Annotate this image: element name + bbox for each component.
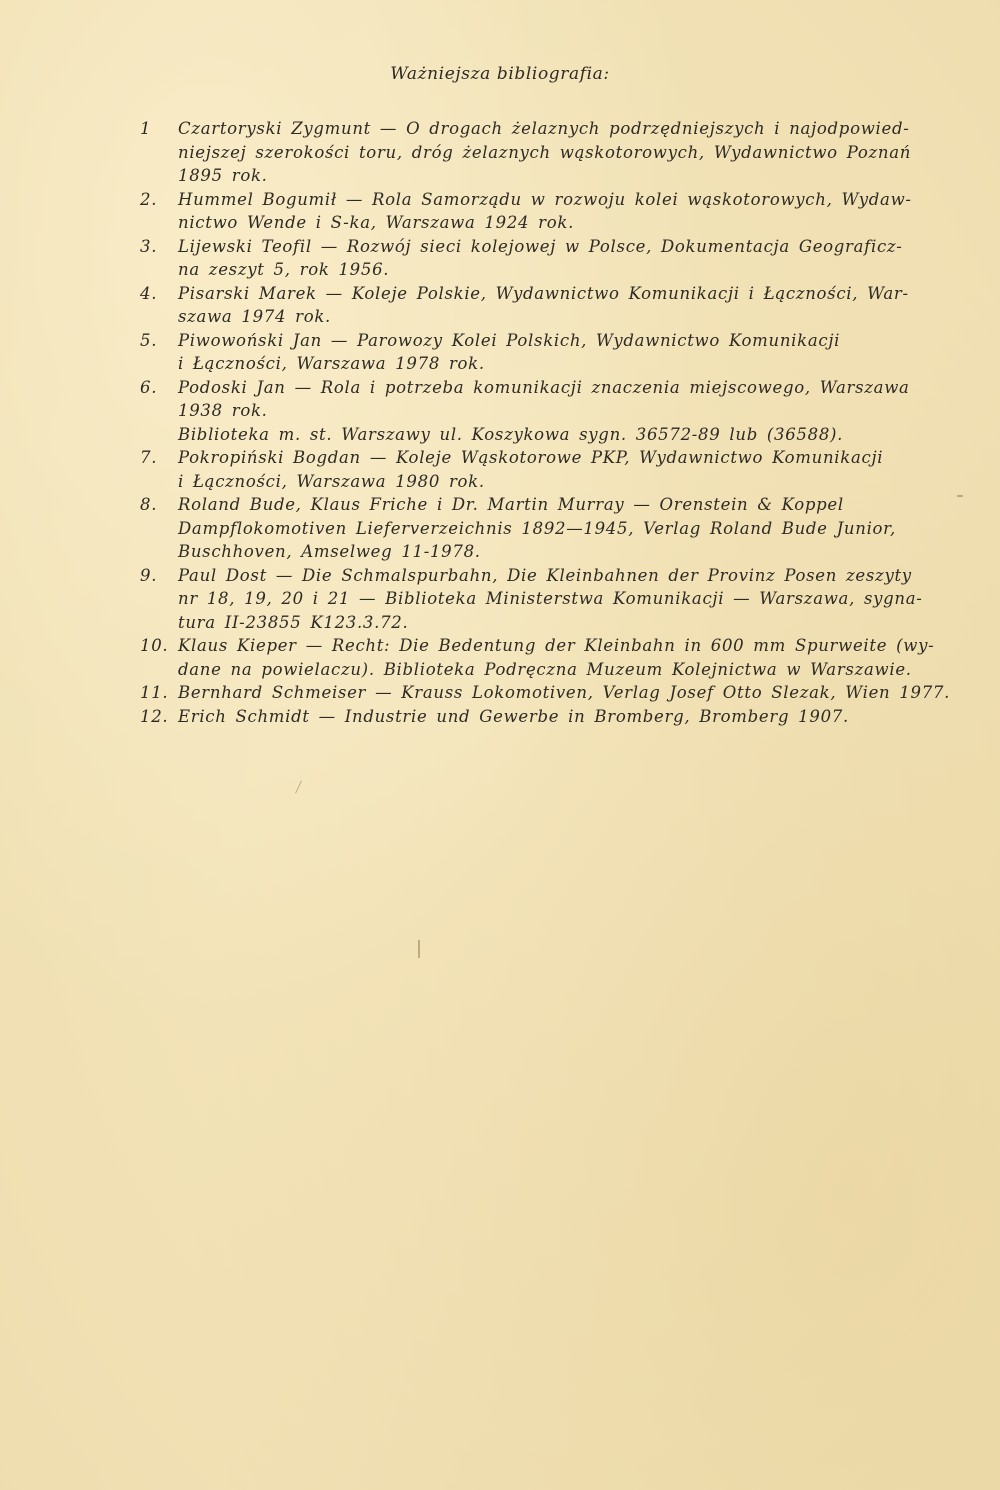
bibliography-entry bbox=[140, 564, 960, 635]
entry-text-line: Pokropiński Bogdan — Koleje Wąskotorowe PKP, Wydawnictwo Komunikacji bbox=[178, 448, 884, 467]
bibliography-entry bbox=[140, 446, 960, 493]
entry-number: 6. bbox=[140, 377, 158, 397]
entry-number: 9. bbox=[140, 565, 158, 585]
entry-text-line: niejszej szerokości toru, dróg żelaznych wąskotorowych, Wydawnictwo Poznań bbox=[178, 142, 912, 162]
page-heading: Ważniejsza bibliografia: bbox=[390, 64, 610, 84]
entry-text-line: Biblioteka m. st. Warszawy ul. Koszykowa sygn. 36572-89 lub (36588). bbox=[178, 424, 844, 444]
entry-text-line: Czartoryski Zygmunt — O drogach żelaznych podrzędniejszych i najodpowied- bbox=[178, 119, 910, 138]
entry-number: 10. bbox=[140, 636, 169, 655]
entry-text-line: szawa 1974 rok. bbox=[178, 307, 332, 326]
entry-number: 11. bbox=[140, 683, 169, 702]
entry-text-line: Dampflokomotiven Lieferverzeichnis 1892—1945, Verlag Roland Bude Junior, bbox=[178, 518, 896, 538]
entry-text-line: Roland Bude, Klaus Friche i Dr. Martin Murray — Orenstein & Koppel bbox=[178, 495, 844, 514]
entry-number: 5. bbox=[140, 330, 158, 350]
entry-text-line: Paul Dost — Die Schmalspurbahn, Die Kleinbahnen der Provinz Posen zeszyty bbox=[178, 565, 912, 585]
entry-text-line: tura II-23855 K123.3.72. bbox=[178, 612, 409, 632]
paper-mark bbox=[957, 495, 963, 497]
entry-number: 4. bbox=[140, 283, 158, 303]
entry-number: 3. bbox=[140, 236, 158, 256]
entry-text-line: 1895 rok. bbox=[178, 166, 268, 185]
entry-text-line: Piwowoński Jan — Parowozy Kolei Polskich, Wydawnictwo Komunikacji bbox=[178, 330, 841, 350]
bibliography-entry bbox=[140, 117, 960, 188]
paper-mark bbox=[295, 780, 302, 793]
entry-text-line: Buschhoven, Amselweg 11-1978. bbox=[178, 542, 481, 561]
bibliography-entry bbox=[140, 376, 960, 447]
entry-text-line: nictwo Wende i S-ka, Warszawa 1924 rok. bbox=[178, 213, 575, 232]
entry-number: 1 bbox=[140, 119, 152, 138]
entry-text-line: i Łączności, Warszawa 1980 rok. bbox=[178, 471, 485, 491]
entry-text-line: Podoski Jan — Rola i potrzeba komunikacji znaczenia miejscowego, Warszawa bbox=[178, 377, 910, 397]
entry-text-line: Pisarski Marek — Koleje Polskie, Wydawnictwo Komunikacji i Łączności, War- bbox=[178, 283, 909, 303]
entry-text-line: Lijewski Teofil — Rozwój sieci kolejowej w Polsce, Dokumentacja Geograficz- bbox=[178, 236, 903, 256]
bibliography-list bbox=[140, 117, 960, 728]
bibliography-entry bbox=[140, 705, 960, 729]
entry-text-line: dane na powielaczu). Biblioteka Podręczna Muzeum Kolejnictwa w Warszawie. bbox=[178, 659, 912, 679]
entry-text-line: Hummel Bogumił — Rola Samorządu w rozwoju kolei wąskotorowych, Wydaw- bbox=[178, 189, 912, 209]
entry-number: 7. bbox=[140, 448, 158, 467]
bibliography-entry bbox=[140, 681, 960, 705]
entry-text-line: Bernhard Schmeiser — Krauss Lokomotiven, Verlag Josef Otto Slezak, Wien 1977. bbox=[178, 683, 951, 702]
entry-number: 2. bbox=[140, 189, 158, 209]
bibliography-entry bbox=[140, 235, 960, 282]
entry-text-line: 1938 rok. bbox=[178, 401, 268, 420]
bibliography-entry bbox=[140, 188, 960, 235]
entry-text-line: i Łączności, Warszawa 1978 rok. bbox=[178, 354, 485, 373]
entry-number: 12. bbox=[140, 706, 169, 726]
entry-text-line: Erich Schmidt — Industrie und Gewerbe in Bromberg, Bromberg 1907. bbox=[178, 706, 849, 726]
entry-text-line: nr 18, 19, 20 i 21 — Biblioteka Ministerstwa Komunikacji — Warszawa, sygna- bbox=[178, 589, 923, 608]
paper-mark bbox=[418, 940, 420, 958]
bibliography-entry bbox=[140, 493, 960, 564]
bibliography-entry bbox=[140, 282, 960, 329]
bibliography-entry bbox=[140, 634, 960, 681]
entry-text-line: na zeszyt 5, rok 1956. bbox=[178, 260, 390, 279]
bibliography-entry bbox=[140, 329, 960, 376]
entry-text-line: Klaus Kieper — Recht: Die Bedentung der Kleinbahn in 600 mm Spurweite (wy- bbox=[178, 636, 935, 655]
entry-number: 8. bbox=[140, 495, 158, 514]
